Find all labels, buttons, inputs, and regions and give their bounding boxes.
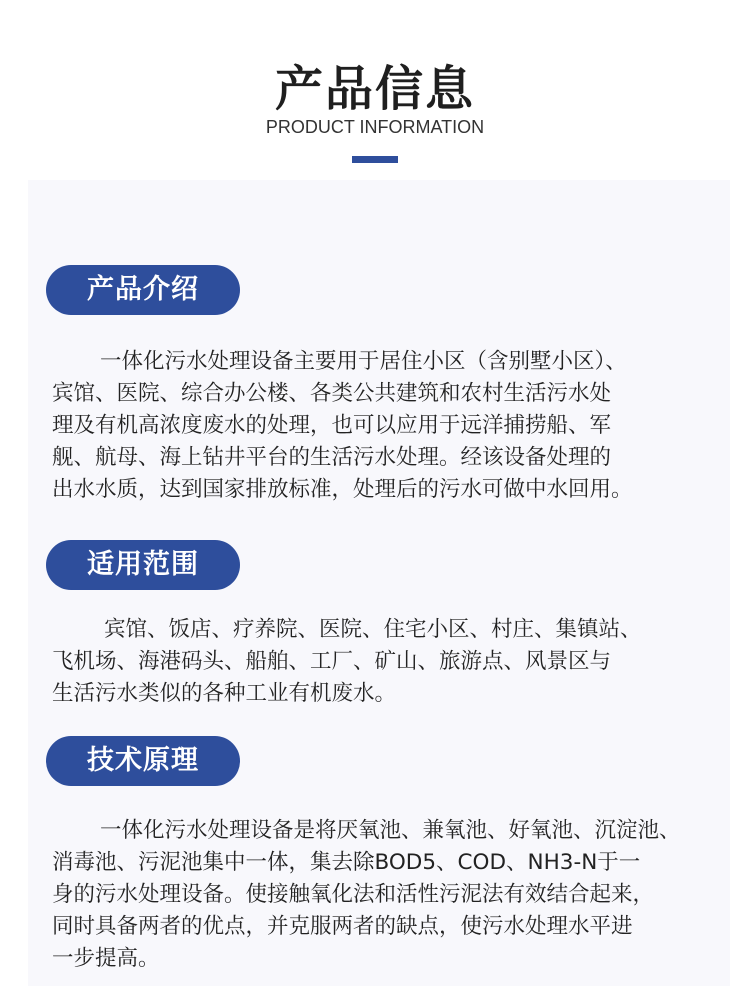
page-header — [0, 0, 750, 180]
text-line: 生活污水类似的各种工业有机废水。 — [52, 681, 397, 706]
text-line: 理及有机高浓度废水的处理，也可以应用于远洋捕捞船、军 — [52, 413, 612, 438]
section-body-product-intro — [52, 346, 742, 506]
text-line: 身的污水处理设备。使接触氧化法和活性污泥法有效结合起来， — [52, 882, 655, 907]
text-line: 出水水质，达到国家排放标准，处理后的污水可做中水回用。 — [52, 477, 633, 502]
text-line: 舰、航母、海上钻井平台的生活污水处理。经该设备处理的 — [52, 445, 612, 470]
section-heading-applicable-scope: 适用范围 — [46, 540, 240, 590]
section-body-technical-principle — [52, 815, 742, 975]
text-line: 消毒池、污泥池集中一体，集去除BOD5、COD、NH3-N于一 — [52, 850, 641, 875]
page-title: 产品信息 — [274, 61, 475, 117]
page-subtitle: PRODUCT INFORMATION — [265, 117, 485, 137]
text-line: 一体化污水处理设备是将厌氧池、兼氧池、好氧池、沉淀池、 — [100, 818, 681, 843]
text-line: 宾馆、医院、综合办公楼、各类公共建筑和农村生活污水处 — [52, 381, 612, 406]
text-line: 一步提高。 — [52, 946, 160, 971]
text-line: 宾馆、饭店、疗养院、医院、住宅小区、村庄、集镇站、 — [104, 617, 642, 642]
title-underline — [352, 156, 398, 163]
text-line: 一体化污水处理设备主要用于居住小区（含别墅小区）、 — [100, 349, 627, 374]
text-line: 飞机场、海港码头、船舶、工厂、矿山、旅游点、风景区与 — [52, 649, 612, 674]
section-heading-product-intro: 产品介绍 — [46, 265, 240, 315]
section-body-applicable-scope — [52, 614, 742, 710]
text-line: 同时具备两者的优点，并克服两者的缺点，使污水处理水平进 — [52, 914, 633, 939]
section-heading-technical-principle: 技术原理 — [46, 736, 240, 786]
